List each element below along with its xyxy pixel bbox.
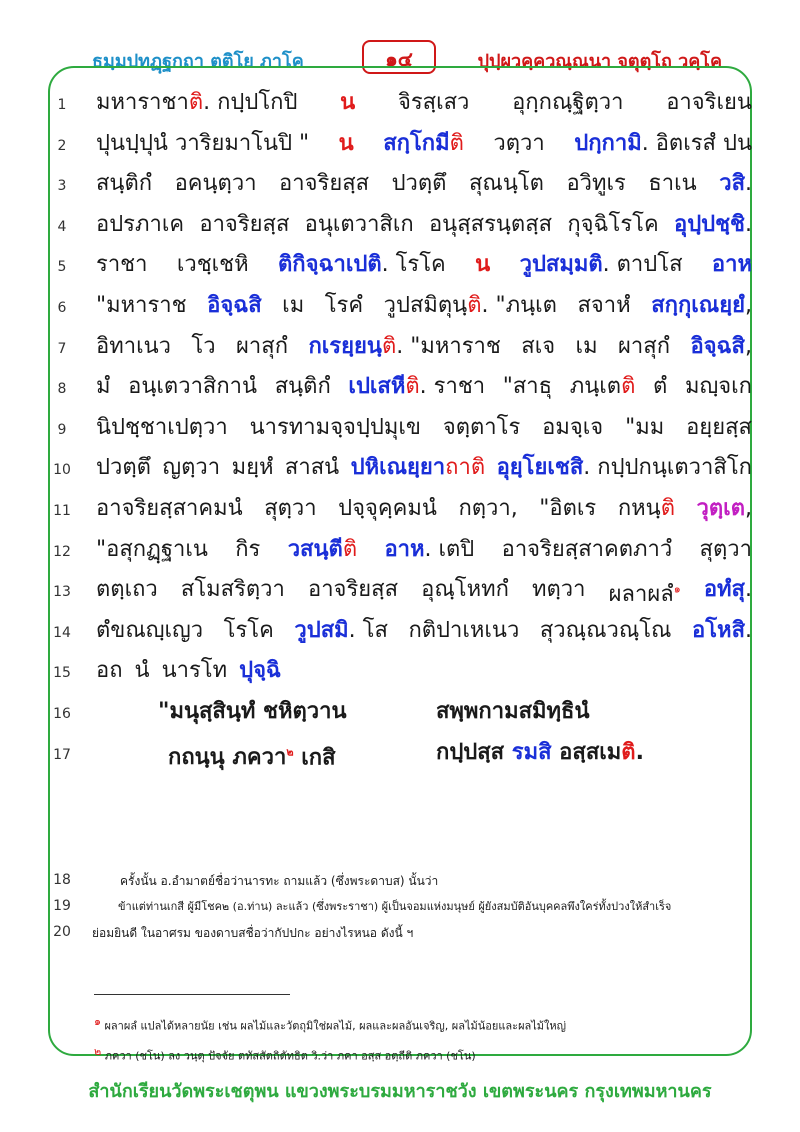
word — [653, 372, 667, 402]
word-part: ตํ — [653, 374, 668, 400]
line-number: 13 — [53, 584, 71, 601]
word — [512, 88, 623, 118]
word-part: มญฺจเก — [684, 374, 752, 400]
word-part: โรโค — [223, 617, 274, 643]
word-part: ผลาผลํ$^๑$ — [608, 582, 681, 608]
word-part: ปกฺกามิ — [574, 130, 642, 156]
line-number: 20 — [53, 924, 71, 940]
word-part: ปวตฺตึ — [391, 171, 447, 197]
verse-part: "มนุสฺสินฺทํ ชหิตฺวาน — [158, 699, 347, 724]
word — [443, 413, 520, 443]
word — [308, 332, 500, 362]
word — [177, 250, 249, 280]
word — [692, 616, 752, 646]
word — [384, 291, 557, 321]
verse-part: สพฺพกามสมิทฺธินํ — [436, 699, 590, 724]
word — [236, 332, 288, 362]
word-part: สโมสริตฺวา — [180, 577, 285, 603]
line-text — [96, 453, 752, 483]
word — [398, 88, 469, 118]
word-part: เม — [282, 292, 305, 318]
word-part: จิรสฺเสว — [397, 90, 470, 115]
word-part: , — [744, 495, 752, 521]
word-part: ปจฺจุคฺคมนํ — [338, 495, 437, 521]
word-part: อุกฺกณฺฐิตฺวา — [512, 90, 624, 115]
verse-first-half — [158, 697, 347, 727]
text-line — [0, 291, 800, 332]
word — [278, 250, 446, 280]
word — [294, 616, 387, 646]
word-part: อนุเตวาสิเก — [304, 211, 414, 237]
word — [542, 413, 603, 443]
word-part: . โรโค — [381, 252, 446, 278]
word-part: , — [744, 292, 752, 318]
word-part: อาจริยสฺสาคตภาวํ — [501, 536, 673, 562]
word-part: . โส — [348, 617, 388, 643]
word — [502, 535, 673, 565]
word — [685, 372, 752, 402]
word-part: . กปฺปกนฺเตวาสิโก — [583, 455, 752, 481]
word-part: เปเสหี — [348, 374, 406, 400]
word — [351, 453, 486, 483]
word-part: ปวตฺตึ — [96, 455, 151, 481]
word-part: โว — [191, 333, 216, 359]
page-footer: สำนักเรียนวัดพระเชตุพน แขวงพระบรมมหาราชวัง เขตพระนคร กรุงเทพมหานคร — [88, 1081, 712, 1102]
text-line — [0, 169, 800, 210]
word-part: อถ — [96, 658, 123, 684]
word-part: ติ — [381, 333, 397, 359]
word-part: สุตฺวา — [699, 536, 752, 562]
line-text — [96, 129, 752, 159]
text-line — [0, 535, 800, 576]
line-number: 15 — [53, 665, 71, 682]
word — [288, 535, 357, 565]
word-part: ติ — [621, 374, 636, 400]
word-part: อิทาเนว — [96, 333, 171, 359]
word — [520, 250, 683, 280]
word — [96, 656, 123, 686]
word — [577, 291, 630, 321]
line-number: 12 — [53, 543, 71, 560]
word-part: ตตฺเถว — [96, 577, 158, 603]
line-text — [96, 413, 752, 443]
line-number: 11 — [53, 502, 71, 519]
word-part: อุณฺโหทกํ — [421, 577, 509, 603]
word — [96, 616, 203, 646]
word-part: ติ — [405, 374, 420, 400]
word-part: นิปชฺชาเปตฺวา — [96, 414, 228, 440]
word — [96, 291, 187, 321]
word-part: ภนฺเต — [569, 374, 622, 400]
word — [96, 88, 297, 118]
word — [497, 453, 752, 483]
word-part: วตฺวา — [493, 130, 545, 156]
word — [704, 575, 752, 610]
line-text — [96, 372, 752, 402]
line-number: 19 — [53, 898, 71, 914]
word-part: . กปฺปโกปิ — [203, 90, 298, 115]
word-part: วสนฺตี — [287, 536, 343, 562]
word-part: อุยฺโยเชสิ — [496, 455, 584, 481]
word — [392, 169, 447, 199]
word-part: อโหสิ — [692, 617, 745, 643]
word — [700, 535, 752, 565]
word — [96, 129, 309, 159]
line-number: 9 — [57, 421, 67, 438]
word — [618, 494, 675, 524]
footnote-marker: ๑ — [94, 1015, 101, 1028]
word — [475, 250, 490, 280]
text-line — [0, 656, 800, 697]
word — [279, 169, 369, 199]
word-part: วุตฺเต — [696, 495, 745, 521]
word-part: อุปฺปชฺชิ — [673, 211, 745, 237]
word-part: อคนฺตฺวา — [174, 171, 257, 197]
word — [96, 413, 228, 443]
verse-part: . — [635, 739, 644, 765]
word-part: อาจริยสฺส — [279, 171, 370, 197]
word — [540, 616, 672, 646]
verse-first-half — [168, 738, 336, 773]
word — [224, 616, 274, 646]
word — [232, 453, 274, 483]
word-part: ตํขณญฺเญว — [96, 617, 204, 643]
text-line — [0, 250, 800, 291]
word-part: โรคํ — [324, 292, 364, 318]
line-number: 6 — [57, 299, 67, 316]
word — [697, 494, 752, 524]
word — [128, 372, 257, 402]
word — [574, 129, 752, 159]
word — [384, 535, 474, 565]
word-part: ทตฺวา — [532, 577, 586, 603]
word-part: อทํสุ — [703, 577, 745, 603]
word-part: . อิตเรสํ ปน — [641, 130, 752, 156]
line-number: 14 — [53, 624, 71, 641]
word-part: . "ภนฺเต — [481, 292, 557, 318]
word — [250, 413, 421, 443]
word-part: . ตาปโส — [602, 252, 683, 278]
word — [338, 494, 437, 524]
word — [264, 494, 316, 524]
word-part: กติปาเหเนว — [408, 617, 520, 643]
line-number: 7 — [57, 340, 67, 357]
word-part: ติ — [342, 536, 358, 562]
word-part: น — [340, 90, 356, 115]
text-line — [0, 575, 800, 616]
word-part: อยฺยสฺส — [686, 414, 752, 440]
line-text — [96, 494, 752, 524]
word-part: เวชฺเชหิ — [176, 252, 249, 278]
footnote-text: ผลาผลํ แปลได้หลายนัย เช่น ผลไม้และวัตถุมิใช่ผลไม้, ผลและผลอันเจริญ, ผลไม้น้อยและผลไม้ใหญ่ — [100, 1019, 567, 1033]
word — [648, 169, 696, 199]
line-number: 8 — [57, 381, 67, 398]
word-part: ติกิจฺฉาเปติ — [278, 252, 382, 278]
word — [651, 291, 752, 321]
line-text — [96, 332, 752, 362]
verse-part: อสฺสเม — [551, 739, 622, 765]
word — [162, 453, 220, 483]
line-number: 17 — [53, 746, 71, 763]
word — [191, 332, 215, 362]
word — [408, 616, 519, 646]
word-part: อนุสฺสรนฺตสฺส — [428, 211, 553, 237]
word-part: ติ — [467, 292, 482, 318]
line-number: 18 — [53, 872, 71, 888]
verse-part: กปฺปสฺส — [436, 739, 512, 765]
word-part: สาสนํ — [284, 455, 340, 481]
footnote-text: ภควา (ชโน) ลง วนฺตุ ปัจจัย ตทัสสัตถิตัทธิต วิ.ว่า ภคา อสฺส อตฺถีติ ภควา (ชโน) — [101, 1049, 476, 1063]
word-part: ถาติ — [445, 455, 486, 481]
word — [135, 656, 150, 686]
text-line — [0, 413, 800, 454]
word-part: นารโท — [161, 658, 228, 684]
line-text — [96, 575, 752, 610]
word — [625, 413, 664, 443]
word-part: ธาเน — [648, 171, 697, 197]
text-line — [0, 129, 800, 170]
word — [458, 494, 517, 524]
word-part: กเรยฺยนฺ — [308, 333, 382, 359]
word-part: อวิทูเร — [566, 171, 626, 197]
word-part: วูปสมิ — [294, 617, 349, 643]
footnote-divider — [94, 994, 290, 995]
word-part: ผาสุกํ — [236, 333, 289, 359]
word — [175, 169, 257, 199]
word — [162, 656, 228, 686]
word-part: นารทามจฺจปฺปมุเข — [249, 414, 421, 440]
word-part: ปุจฺฉิ — [239, 658, 281, 684]
text-line — [0, 372, 800, 413]
word-part: "สาธุ — [502, 374, 553, 400]
pali-text-body — [0, 88, 800, 697]
word-part: อาจริยสฺส — [199, 211, 290, 237]
word — [609, 575, 681, 610]
line-number: 2 — [57, 137, 67, 154]
footnote — [94, 1042, 476, 1065]
word-part: อาห — [711, 252, 752, 278]
word-part: กตฺวา, — [458, 495, 518, 521]
word — [207, 291, 262, 321]
word — [325, 291, 363, 321]
word — [96, 250, 147, 280]
word — [712, 250, 752, 280]
word — [719, 169, 752, 199]
text-line — [0, 332, 800, 373]
book-title: ธมฺมปทฏฺฐกถา ตติโย ภาโค — [92, 51, 304, 72]
word — [199, 210, 289, 240]
word-part: น — [475, 252, 491, 278]
word-part: น — [338, 130, 354, 156]
word — [666, 88, 752, 118]
word-part: , — [744, 333, 752, 359]
word-part: ปหิเณยฺยา — [350, 455, 446, 481]
line-text — [96, 616, 752, 646]
word-part: จตฺตาโร — [442, 414, 521, 440]
page-number: ๑๔ — [362, 40, 436, 74]
word — [503, 372, 552, 402]
word-part: อาจริยสฺสาคมนํ — [96, 495, 243, 521]
word-part: อปรภาเค — [96, 211, 185, 237]
word — [96, 332, 171, 362]
word-part: "มหาราช — [96, 292, 187, 318]
word-part: . "มหาราช — [396, 333, 501, 359]
word-part: "อิตเร — [539, 495, 597, 521]
word-part: สนฺติกํ — [96, 171, 153, 197]
line-text — [96, 210, 752, 240]
word-part: นํ — [134, 658, 150, 684]
word — [576, 332, 598, 362]
translation-line: ย่อมยินดี ในอาศรม ของดาบสชื่อว่ากัปปกะ อย่างไรหนอ ดังนี้ ฯ — [92, 926, 414, 940]
verse-second-half — [436, 697, 590, 727]
word-part: ติ — [660, 495, 675, 521]
word-part: วูปสมฺมติ — [519, 252, 603, 278]
word-part: อาจริเยน — [666, 90, 752, 115]
word — [429, 210, 552, 240]
verse-part: เกสิ — [293, 744, 336, 770]
word — [275, 372, 331, 402]
line-number: 3 — [57, 178, 67, 195]
footnote-marker: ๒ — [286, 745, 294, 759]
line-number: 1 — [57, 97, 67, 113]
word — [235, 535, 260, 565]
word — [539, 494, 596, 524]
word — [282, 291, 304, 321]
word-part: อิจฺฉสิ — [207, 292, 262, 318]
verse-part: ติ — [621, 739, 636, 765]
translation-line: ครั้งนั้น อ.อำมาตย์ชื่อว่านารทะ ถามแล้ว (ซึ่งพระดาบส) นั้นว่า — [120, 874, 439, 888]
word-part: . ราชา — [419, 374, 486, 400]
line-text — [96, 535, 752, 565]
line-text — [96, 88, 752, 118]
word — [96, 494, 243, 524]
word — [96, 372, 111, 402]
text-line — [0, 453, 800, 494]
word — [532, 575, 586, 610]
word — [96, 210, 184, 240]
word — [493, 129, 544, 159]
word — [469, 169, 544, 199]
word-part: ปุนปฺปุนํ วาริยมาโนปิ " — [96, 130, 310, 156]
word-part: มหาราชา — [96, 90, 189, 115]
line-number: 16 — [53, 706, 71, 722]
footnote-marker: ๒ — [94, 1045, 102, 1058]
word-part: สเจ — [521, 333, 556, 359]
word — [383, 129, 464, 159]
word-part: ญตฺวา — [162, 455, 221, 481]
verse-part: กถนฺนุ ภควา$^๒$ — [168, 744, 294, 770]
word-part: "มม — [625, 414, 665, 440]
word — [521, 332, 555, 362]
word — [96, 169, 152, 199]
footnote — [94, 1012, 566, 1035]
line-text — [96, 169, 752, 199]
word — [285, 453, 339, 483]
footnote-marker: ๑ — [673, 583, 681, 597]
word — [308, 575, 398, 610]
word-part: วูปสมิตุนฺ — [383, 292, 468, 318]
word — [674, 210, 752, 240]
line-number: 10 — [53, 462, 71, 479]
chapter-title: ปุปฺผวคฺควณฺณนา จตุตฺโถ วคฺโค — [477, 51, 722, 72]
text-line — [0, 494, 800, 535]
line-number: 5 — [57, 259, 67, 276]
word-part: สุณนฺโต — [468, 171, 544, 197]
word — [618, 332, 670, 362]
word-part: . — [745, 617, 752, 643]
word-part: สกฺโกมี — [383, 130, 450, 156]
word-part: สุวณฺณวณฺโณ — [539, 617, 672, 643]
word — [340, 88, 355, 118]
word-part: สนฺติกํ — [274, 374, 331, 400]
translation-line: ข้าแต่ท่านเกสี ผู้มีโชค๒ (อ.ท่าน) ละแล้ว (ซึ่งพระราชา) ผู้เป็นจอมแห่งมนุษย์ ผู้ยังสมบัติอันบุคคลพึงใคร่ทั้งปวงให้สำเร็จ — [118, 900, 672, 913]
word-part: อาจริยสฺส — [307, 577, 399, 603]
word-part: "อสุกฏฺฐาเน — [96, 536, 208, 562]
word-part: เม — [575, 333, 598, 359]
word-part: อมจฺเจ — [542, 414, 604, 440]
word-part: มํ — [96, 374, 111, 400]
word-part: สกฺกุเณยฺยํ — [651, 292, 745, 318]
word-part: ติ — [449, 130, 464, 156]
verse-second-half — [436, 738, 644, 768]
word-part: มยฺหํ — [231, 455, 274, 481]
word — [305, 210, 414, 240]
word-part: . — [745, 171, 752, 197]
word-part: . — [744, 577, 752, 603]
word-part: ราชา — [96, 252, 148, 278]
word-part: ติ — [188, 90, 204, 115]
word — [96, 535, 208, 565]
word-part: กหนฺ — [617, 495, 661, 521]
word-part: อาห — [384, 536, 425, 562]
word-part: . เตปิ — [424, 536, 475, 562]
text-line — [0, 616, 800, 657]
word-part: . — [745, 211, 752, 237]
word-part: ผาสุกํ — [618, 333, 671, 359]
text-line — [0, 210, 800, 251]
word-part: อนฺเตวาสิกานํ — [128, 374, 258, 400]
word — [566, 169, 625, 199]
word-part: อิจฺฉสิ — [690, 333, 745, 359]
word — [239, 656, 281, 686]
text-line — [0, 88, 800, 129]
line-text — [96, 250, 752, 280]
word — [690, 332, 752, 362]
word — [181, 575, 285, 610]
word — [339, 129, 354, 159]
line-number: 4 — [57, 218, 67, 235]
word — [96, 575, 158, 610]
verse-part: รมสิ — [511, 739, 552, 765]
line-text — [96, 656, 752, 686]
word — [421, 575, 509, 610]
word — [348, 372, 485, 402]
word-part: วสิ — [719, 171, 745, 197]
line-text — [96, 291, 752, 321]
word-part: สจาหํ — [577, 292, 631, 318]
word — [567, 210, 658, 240]
word — [570, 372, 636, 402]
word-part: กุจฺฉิโรโค — [567, 211, 659, 237]
word-part: สุตฺวา — [264, 495, 317, 521]
word — [96, 453, 151, 483]
word — [686, 413, 752, 443]
word-part: กิร — [235, 536, 261, 562]
